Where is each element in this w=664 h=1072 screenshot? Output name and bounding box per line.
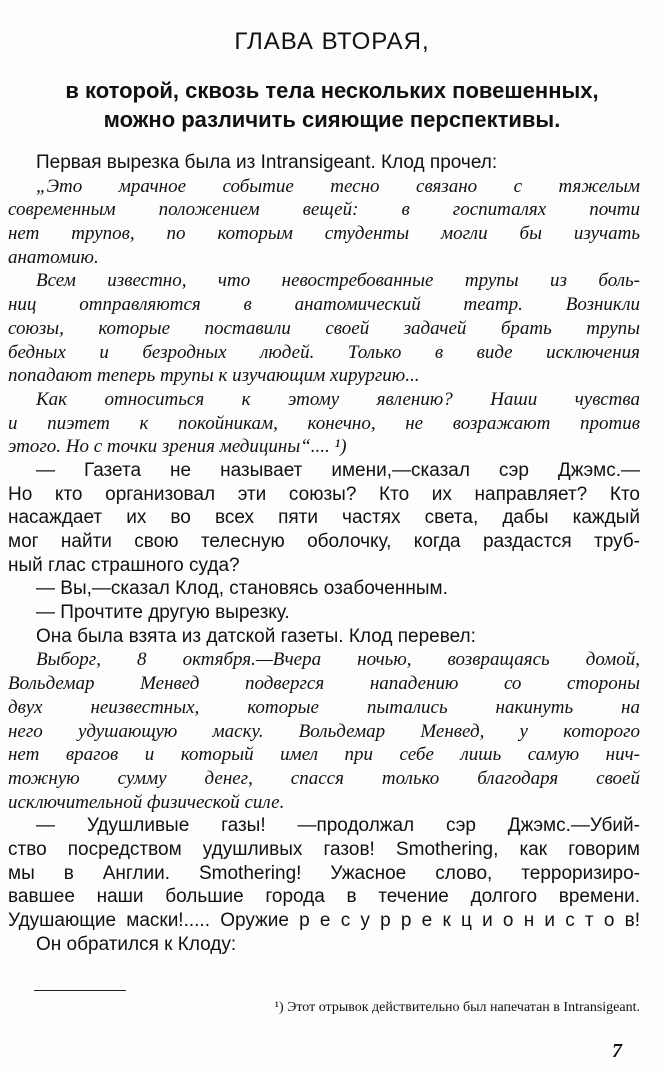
text-line: этого. Но с точки зрения медицины“.... ¹)	[8, 436, 347, 458]
text-line: Она была взята из датской газеты. Клод перевел:	[36, 625, 476, 647]
text-line: исключительной физической силе.	[8, 791, 285, 813]
text-line: Первая вырезка была из Intransigeant. Клод прочел:	[36, 152, 498, 173]
text-line: насаждает их во всех пяти частях света, дабы каждый	[8, 507, 640, 529]
text-line: Удушающие маски!..... Оружие р е с у р р е к ц и о н и с т о в!	[8, 910, 640, 931]
text-line: Всем известно, что невостребованные трупы из боль-	[36, 270, 640, 292]
text-line: современным положением вещей: в госпиталях почти	[8, 199, 640, 221]
footnote: ¹) Этот отрывок действительно был напечатан в Intransigeant.	[274, 1000, 640, 1015]
text-line: мог найти свою телесную оболочку, когда раздастся труб-	[8, 531, 640, 552]
text-line: ный глас страшного суда?	[8, 554, 240, 576]
text-line: тожную сумму денег, спасся только благодаря своей	[8, 767, 640, 789]
text-line: нет трупов, по которым студенты могли бы изучать	[8, 223, 640, 245]
text-line: анатомию.	[8, 246, 99, 268]
text-line: — Вы,—сказал Клод, становясь озабоченным.	[36, 578, 448, 600]
text-line: ниц отправляются в анатомический театр. Возникли	[8, 294, 640, 316]
text-line: Как относиться к этому явлению? Наши чувства	[36, 388, 640, 410]
text-line: Выборг, 8 октября.—Вчера ночью, возвращаясь домой,	[36, 649, 640, 671]
text-line: — Прочтите другую вырезку.	[36, 602, 290, 624]
text-line: вавшее наши большие города в течение долгого времени.	[8, 886, 640, 908]
text-line: Вольдемар Менвед подвергся нападению со стороны	[8, 673, 640, 695]
text-line: Он обратился к Клоду:	[36, 933, 237, 955]
footnote-rule	[34, 990, 126, 991]
text-line: него удушающую маску. Вольдемар Менвед, у которого	[8, 720, 640, 742]
text-line: Но кто организовал эти союзы? Кто их направляет? Кто	[8, 483, 640, 505]
text-line: ство посредством удушливых газов! Smothering, как говорим	[8, 838, 640, 860]
text-line: попадают теперь трупы к изучающим хирургию...	[8, 365, 420, 387]
text-line: союзы, которые поставили своей задачей брать трупы	[8, 317, 640, 339]
text-line: двух неизвестных, которые пытались накинуть на	[8, 696, 640, 718]
subtitle-line: можно различить сияющие перспективы.	[103, 107, 561, 132]
text-line: нет врагов и который имел при себе лишь самую нич-	[8, 744, 640, 766]
page-number: 7	[612, 1040, 622, 1062]
subtitle-line: в которой, сквозь тела нескольких повешенных,	[65, 78, 599, 103]
body-text	[8, 151, 640, 956]
text-line: — Удушливые газы! —продолжал сэр Джэмс.—Убий-	[36, 815, 640, 837]
chapter-title: ГЛАВА ВТОРАЯ,	[234, 28, 430, 55]
chapter-subtitle	[0, 76, 664, 134]
text-line: „Это мрачное событие тесно связано с тяжелым	[36, 175, 640, 197]
text-line: и пиэтет к покойникам, конечно, не возражают против	[8, 412, 640, 434]
text-line: — Газета не называет имени,—сказал сэр Джэмс.—	[36, 459, 640, 481]
text-line: мы в Англии. Smothering! Ужасное слово, терроризиро-	[8, 862, 640, 884]
text-line: бедных и безродных людей. Только в виде исключения	[8, 341, 640, 363]
